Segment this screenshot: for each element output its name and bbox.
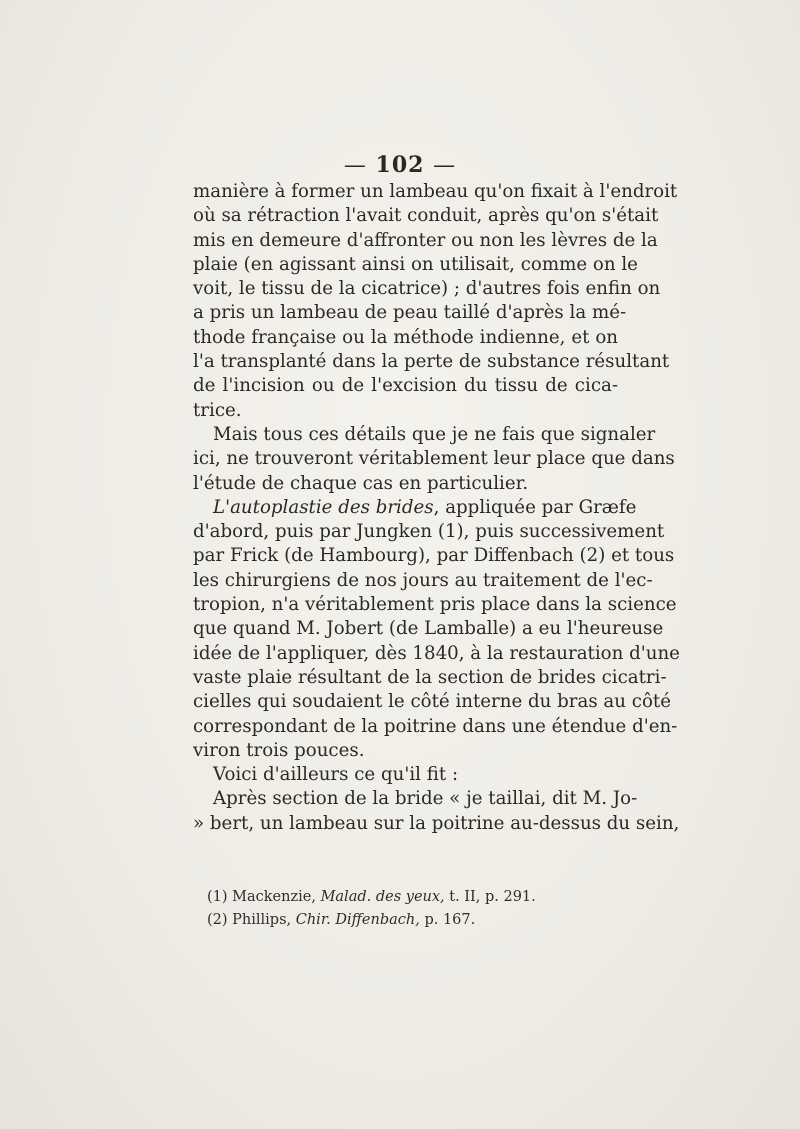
- text-line: Voici d'ailleurs ce qu'il fit :: [213, 764, 459, 786]
- footnote-2: [207, 909, 607, 932]
- text-line: tropion, n'a véritablement pris place dans la science: [193, 594, 677, 616]
- text-line: d'abord, puis par Jungken (1), puis successivement: [193, 521, 665, 543]
- footnote-mark: (1): [207, 889, 228, 905]
- text-line: Après section de la bride « je taillai, dit M. Jo-: [213, 788, 638, 810]
- folio-right-dash: —: [433, 153, 457, 178]
- folio-number: 102: [375, 152, 425, 178]
- footnote-title: Malad. des yeux,: [320, 889, 445, 905]
- text-line: correspondant de la poitrine dans une étendue d'en-: [193, 715, 678, 737]
- footnote-title: Chir. Diffenbach,: [295, 912, 420, 928]
- page-number: [0, 152, 800, 178]
- main-text: [193, 180, 680, 836]
- text-line-italic-lead: [193, 496, 637, 520]
- text-line: Mais tous ces détails que je ne fais que signaler: [213, 423, 656, 445]
- footnote-1: [207, 886, 607, 909]
- text-line: ici, ne trouveront véritablement leur place que dans: [193, 448, 675, 470]
- text-line: les chirurgiens de nos jours au traitement de l'ec-: [193, 569, 653, 591]
- footnote-mark: (2): [207, 912, 228, 928]
- text-line: thode française ou la méthode indienne, et on: [193, 326, 618, 348]
- text-line: cielles qui soudaient le côté interne du bras au côté: [193, 691, 671, 713]
- italic-phrase: L'autoplastie des brides: [213, 496, 434, 518]
- text-line: » bert, un lambeau sur la poitrine au-dessus du sein,: [193, 812, 680, 834]
- text-line: l'étude de chaque cas en particulier.: [193, 472, 529, 494]
- footnotes: [207, 886, 607, 932]
- text-line: plaie (en agissant ainsi on utilisait, comme on le: [193, 253, 638, 275]
- text-line: a pris un lambeau de peau taillé d'après la mé-: [193, 302, 627, 324]
- footnote-author: Mackenzie,: [232, 889, 316, 905]
- text-line: idée de l'appliquer, dès 1840, à la restauration d'une: [193, 642, 680, 664]
- text-line: où sa rétraction l'avait conduit, après qu'on s'était: [193, 205, 659, 227]
- italic-line-rest: , appliquée par Græfe: [433, 496, 637, 518]
- text-line: manière à former un lambeau qu'on fixait à l'endroit: [193, 181, 678, 202]
- text-line: que quand M. Jobert (de Lamballe) a eu l'heureuse: [193, 618, 664, 640]
- text-line: mis en demeure d'affronter ou non les lèvres de la: [193, 229, 658, 251]
- text-line: vaste plaie résultant de la section de brides cicatri-: [193, 666, 667, 688]
- text-line: trice.: [193, 399, 242, 421]
- footnote-ref: p. 167.: [424, 912, 476, 928]
- text-line: de l'incision ou de l'excision du tissu de cica-: [193, 375, 618, 397]
- footnote-author: Phillips,: [232, 912, 292, 928]
- text-line: par Frick (de Hambourg), par Diffenbach (2) et tous: [193, 545, 675, 567]
- footnote-ref: t. II, p. 291.: [449, 889, 536, 905]
- folio-left-dash: —: [343, 153, 367, 178]
- text-line: voit, le tissu de la cicatrice) ; d'autres fois enfin on: [193, 278, 661, 300]
- text-line: viron trois pouces.: [193, 739, 365, 761]
- text-line: l'a transplanté dans la perte de substance résultant: [193, 351, 670, 373]
